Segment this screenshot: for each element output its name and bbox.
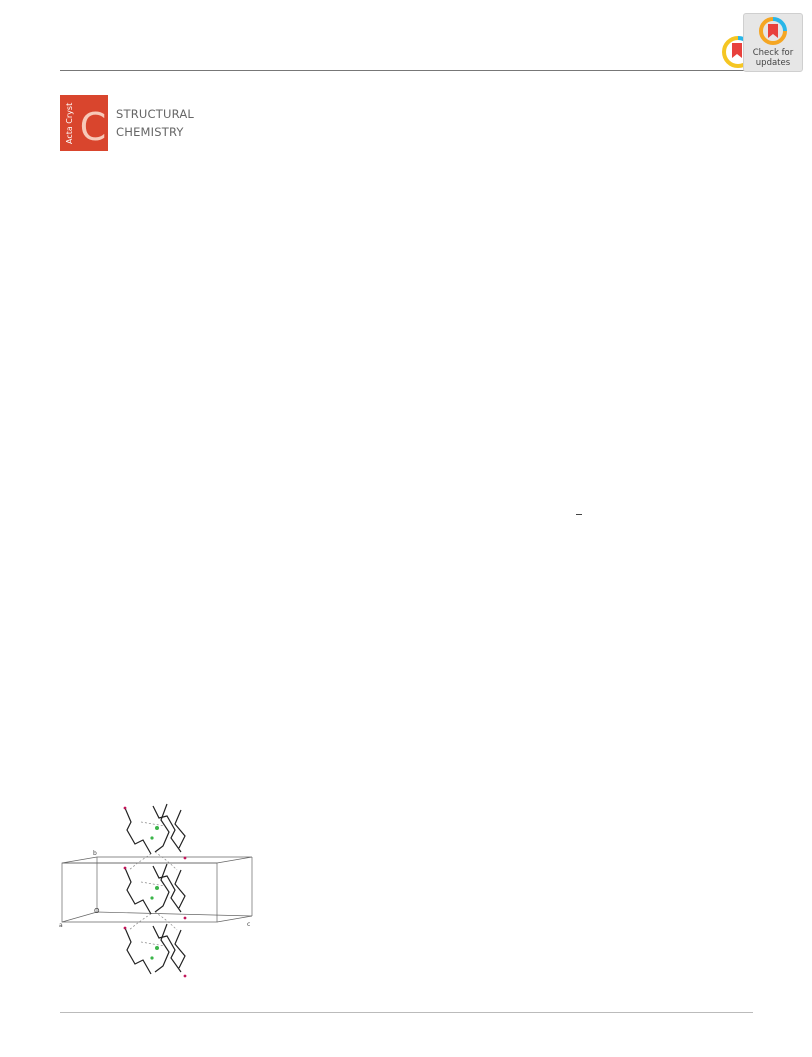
badge-label (744, 48, 802, 68)
journal-name-line2: CHEMISTRY (116, 125, 184, 139)
badge-label-line1: Check for (752, 48, 794, 58)
hydrogen-bonds (129, 822, 177, 946)
overbar-mark (576, 514, 582, 515)
axis-label-a: a (59, 922, 63, 929)
axis-label-c: c (247, 921, 251, 928)
badge-label-line2: updates (755, 58, 791, 68)
journal-name (116, 105, 194, 141)
packing-diagram (57, 800, 257, 980)
journal-logo-side-text: Acta Cryst (65, 102, 74, 144)
journal-name-line1: STRUCTURAL (116, 107, 195, 121)
journal-logo-letter: C (79, 105, 107, 149)
axis-label-b: b (93, 850, 97, 857)
journal-logo (60, 95, 108, 151)
axis-label-origin: O (94, 907, 100, 915)
check-for-updates-badge[interactable] (743, 13, 803, 72)
crystal-packing-figure (57, 800, 257, 980)
bookmark-ring-icon (759, 17, 787, 47)
molecule-chains (125, 804, 185, 974)
header-rule (60, 70, 753, 71)
oxygen-atoms (124, 807, 187, 978)
green-atoms (150, 826, 159, 960)
footer-rule (60, 1012, 753, 1013)
